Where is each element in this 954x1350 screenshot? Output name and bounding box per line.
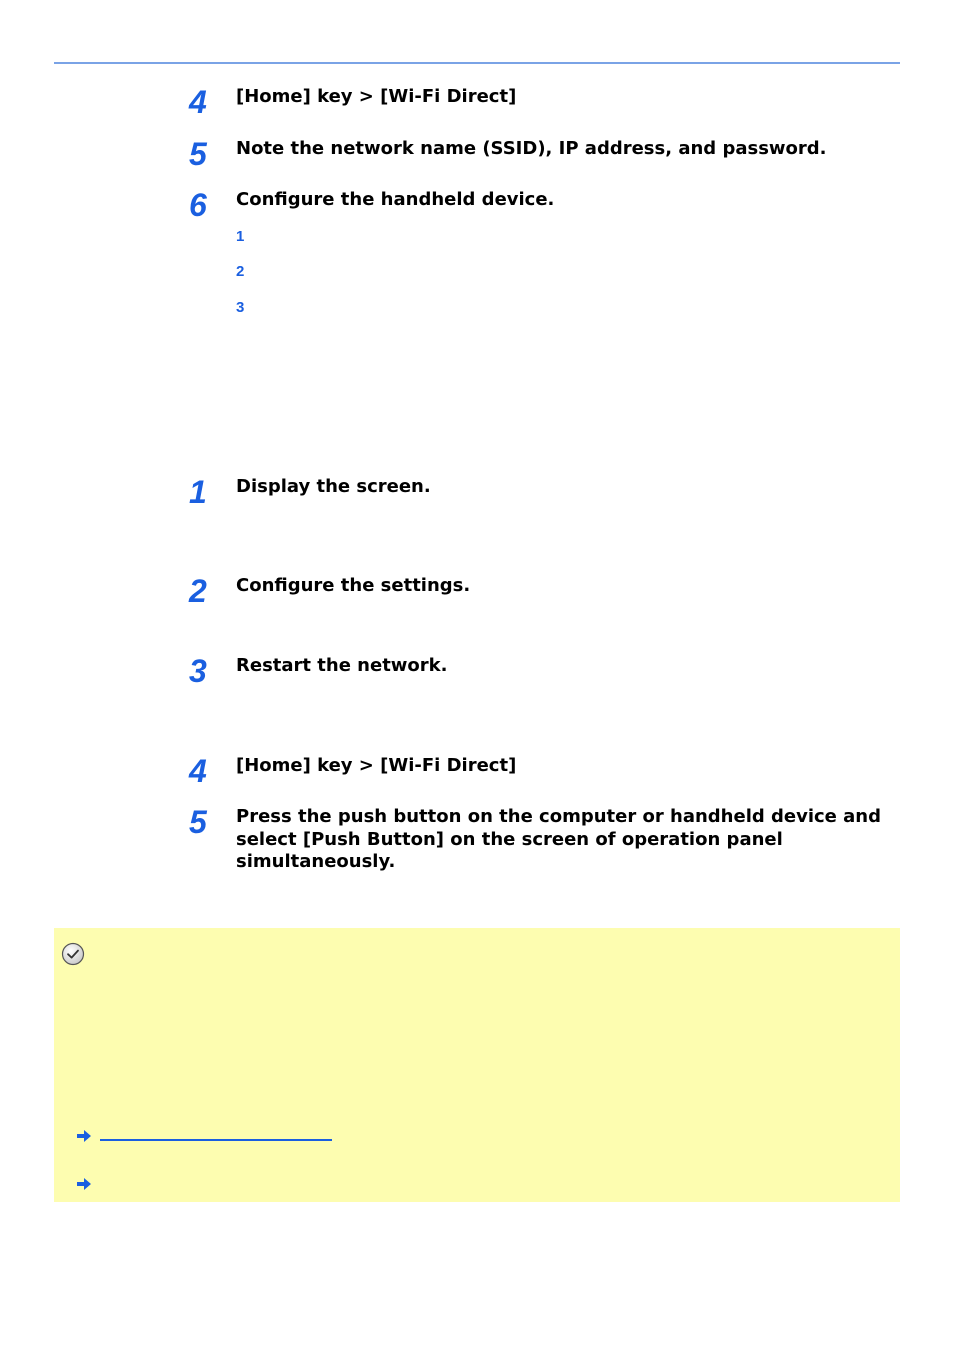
note-box — [54, 928, 900, 1202]
step-number: 5 — [189, 804, 207, 840]
arrow-right-icon — [76, 1129, 92, 1143]
substep-number: 1 — [236, 228, 245, 245]
step-text: [Home] key > [Wi-Fi Direct] — [236, 86, 517, 107]
step-text: Configure the handheld device. — [236, 189, 555, 210]
arrow-right-icon — [76, 1177, 92, 1191]
substep-number: 2 — [236, 263, 245, 280]
step-number: 6 — [189, 187, 207, 223]
check-circle-icon — [61, 942, 85, 966]
step-text: [Home] key > [Wi-Fi Direct] — [236, 755, 517, 776]
step-number: 1 — [189, 474, 207, 510]
step-number: 2 — [189, 573, 207, 609]
step-text: Press the push button on the computer or handheld device and select [Push Button] on the screen of operation panel simultaneously. — [236, 806, 882, 872]
substep-number: 3 — [236, 299, 245, 316]
reference-link[interactable] — [100, 1139, 332, 1141]
step-text: Restart the network. — [236, 655, 448, 676]
step-text: Configure the settings. — [236, 575, 471, 596]
header-rule — [54, 62, 900, 64]
step-text: Display the screen. — [236, 476, 431, 497]
step-text: Note the network name (SSID), IP address, and password. — [236, 138, 827, 159]
step-number: 4 — [189, 84, 207, 120]
step-number: 4 — [189, 753, 207, 789]
step-number: 5 — [189, 136, 207, 172]
step-number: 3 — [189, 653, 207, 689]
